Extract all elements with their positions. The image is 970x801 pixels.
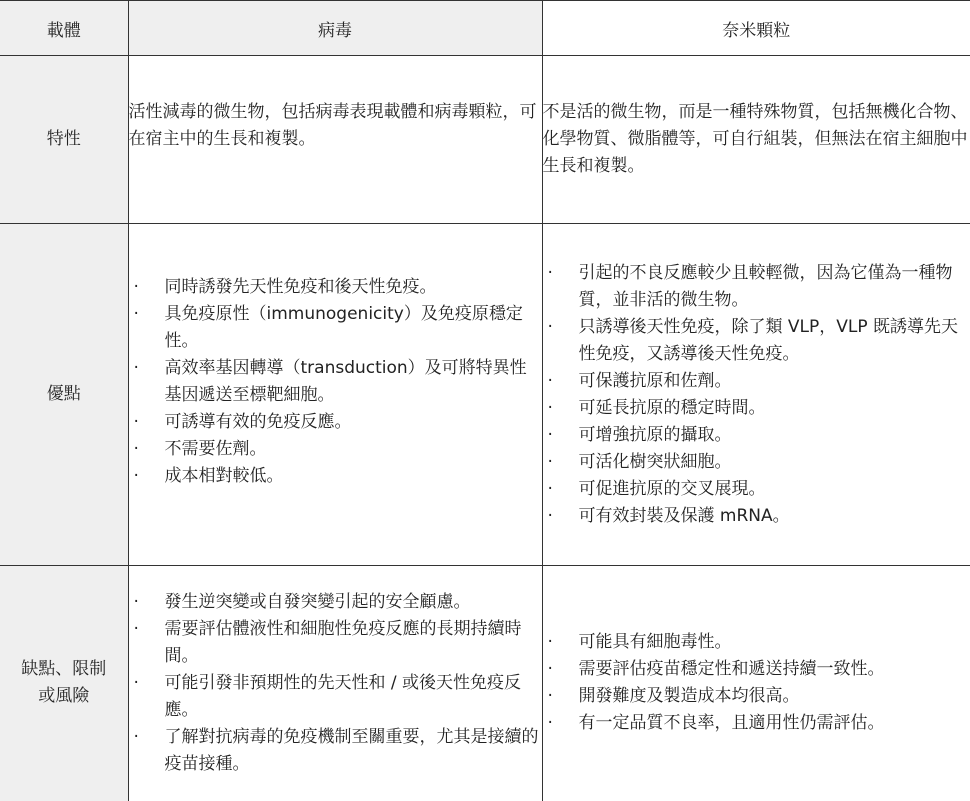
- list-item: · 可延長抗原的穩定時間。: [543, 395, 970, 422]
- list-item: · 了解對抗病毒的免疫機制至關重要，尤其是接續的疫苗接種。: [129, 724, 542, 778]
- virus-characteristics: 活性減毒的微生物，包括病毒表現載體和病毒顆粒，可在宿主中的生長和複製。: [128, 56, 542, 224]
- list-item: · 可有效封裝及保護 mRNA。: [543, 503, 970, 530]
- list-item: · 可促進抗原的交叉展現。: [543, 476, 970, 503]
- header-carrier: 載體: [0, 1, 128, 56]
- list-item: · 可活化樹突狀細胞。: [543, 449, 970, 476]
- list-item: · 發生逆突變或自發突變引起的安全顧慮。: [129, 589, 542, 616]
- nano-drawbacks-list: [543, 629, 970, 737]
- nano-characteristics: 不是活的微生物，而是一種特殊物質，包括無機化合物、化學物質、微脂體等，可自行組裝，但無法在宿主細胞中生長和複製。: [542, 56, 970, 224]
- header-nanoparticle: 奈米顆粒: [542, 1, 970, 56]
- list-item: · 成本相對較低。: [129, 463, 542, 490]
- row-characteristics: [0, 56, 970, 224]
- list-item: · 可能引發非預期性的先天性和 / 或後天性免疫反應。: [129, 670, 542, 724]
- list-item: · 同時誘發先天性免疫和後天性免疫。: [129, 274, 542, 301]
- list-item: · 具免疫原性（immunogenicity）及免疫原穩定性。: [129, 301, 542, 355]
- virus-drawbacks: [128, 566, 542, 801]
- nano-advantages: [542, 224, 970, 566]
- list-item: · 高效率基因轉導（transduction）及可將特異性基因遞送至標靶細胞。: [129, 355, 542, 409]
- virus-advantages: [128, 224, 542, 566]
- list-item: · 開發難度及製造成本均很高。: [543, 683, 970, 710]
- nano-drawbacks: [542, 566, 970, 801]
- list-item: · 不需要佐劑。: [129, 436, 542, 463]
- list-item: · 需要評估疫苗穩定性和遞送持續一致性。: [543, 656, 970, 683]
- nano-advantages-list: [543, 260, 970, 530]
- virus-advantages-list: [129, 274, 542, 490]
- list-item: · 需要評估體液性和細胞性免疫反應的長期持續時間。: [129, 616, 542, 670]
- list-item: · 有一定品質不良率，且適用性仍需評估。: [543, 710, 970, 737]
- row-label-characteristics: 特性: [0, 56, 128, 224]
- row-drawbacks: [0, 566, 970, 801]
- virus-drawbacks-list: [129, 589, 542, 778]
- list-item: · 可誘導有效的免疫反應。: [129, 409, 542, 436]
- header-row: [0, 1, 970, 56]
- list-item: · 只誘導後天性免疫，除了類 VLP，VLP 既誘導先天性免疫，又誘導後天性免疫。: [543, 314, 970, 368]
- list-item: · 可保護抗原和佐劑。: [543, 368, 970, 395]
- row-label-drawbacks: 缺點、限制 或風險: [0, 566, 128, 801]
- list-item: · 可能具有細胞毒性。: [543, 629, 970, 656]
- row-advantages: [0, 224, 970, 566]
- list-item: · 可增強抗原的攝取。: [543, 422, 970, 449]
- list-item: · 引起的不良反應較少且較輕微，因為它僅為一種物質，並非活的微生物。: [543, 260, 970, 314]
- row-label-advantages: 優點: [0, 224, 128, 566]
- header-virus: 病毒: [128, 1, 542, 56]
